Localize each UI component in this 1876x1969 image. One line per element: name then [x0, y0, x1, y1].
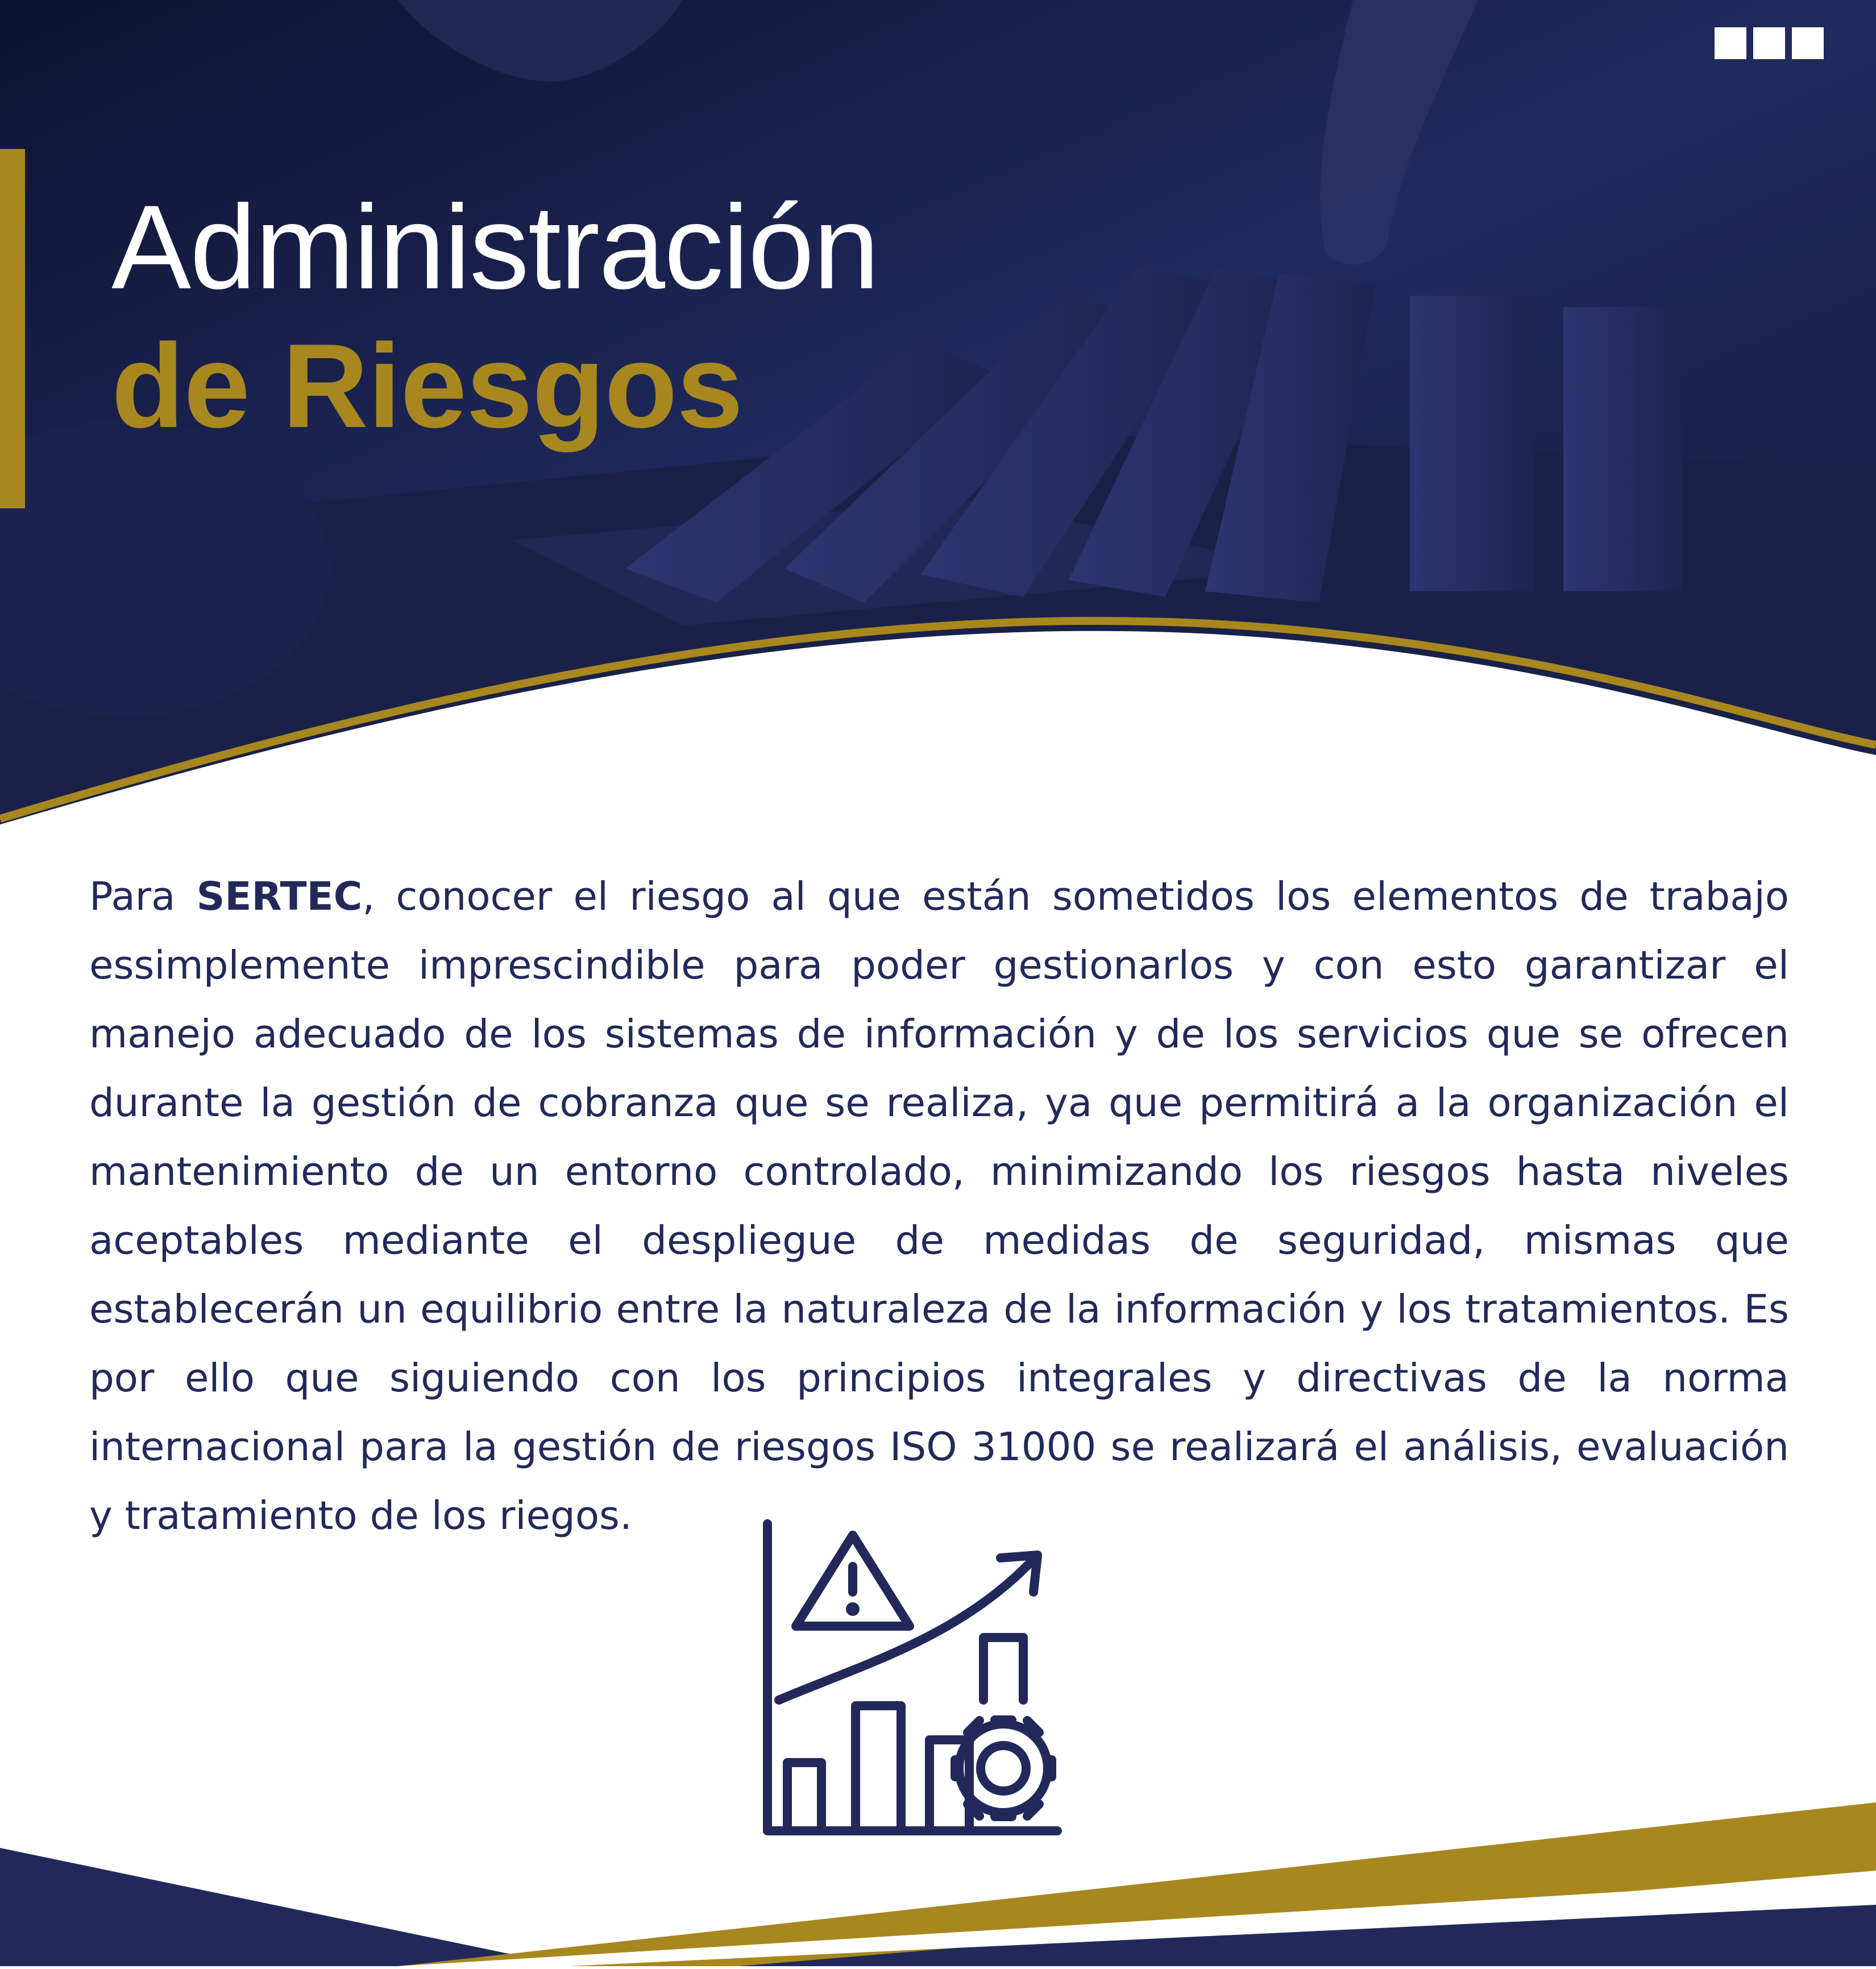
body-intro: Para — [89, 874, 197, 919]
menu-square — [1715, 27, 1746, 59]
accent-bar — [0, 149, 25, 508]
title-line-2: de Riesgos — [111, 319, 743, 453]
chart-bar — [983, 1638, 1023, 1700]
menu-square — [1753, 27, 1785, 59]
hero-banner — [0, 0, 1876, 824]
footer-navy-left — [0, 1848, 568, 1966]
body-text: , conocer el riesgo al que están sometidos los elementos de trabajo essimplemente imprescindible para poder gestionarlos y con esto garantizar el manejo adecuado de los sistemas de información y de los servicios que se ofrecen durante la gestión de cobranza que se realiza, ya que permitirá a la organización el mantenimiento de un entorno controlado, minimizando los riesgos hasta niveles aceptables mediante el despliegue de medidas de seguridad, mismas que establecerán un equilibrio entre la naturaleza de la información y los tratamientos. Es por ello que siguiendo con los principios integrales y directivas de la norma internacional para la gestión de riesgos ISO 31000 se realizará el análisis, evaluación y tratamiento de los riegos. — [89, 874, 1789, 1539]
menu-square — [1792, 27, 1824, 59]
brand-name: SERTEC — [196, 874, 363, 919]
menu-squares-icon[interactable] — [1715, 27, 1824, 59]
body-paragraph — [89, 863, 1789, 1551]
title-line-1: Administración — [111, 180, 879, 314]
page-title — [111, 180, 879, 453]
footer-decoration — [0, 1791, 1876, 1966]
